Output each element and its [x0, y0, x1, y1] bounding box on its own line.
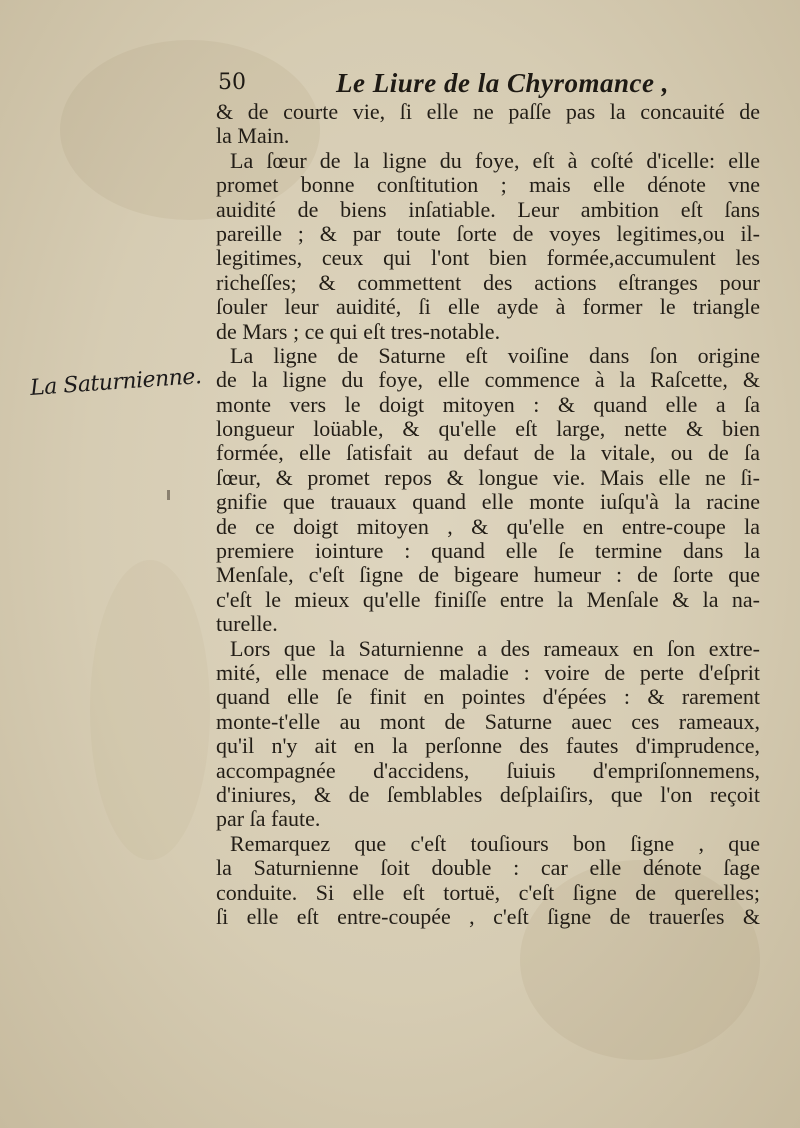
text-line: promet bonne conſtitution ; mais elle dénote vne: [216, 172, 760, 198]
text-line: longueur loüable, & qu'elle eſt large, nette & bien: [216, 416, 760, 442]
text-line: gnifie que trauaux quand elle monte iuſqu'à la racine: [216, 489, 760, 515]
text-line: monte-t'elle au mont de Saturne auec ces rameaux,: [216, 708, 760, 734]
text-line: pareille ; & par toute ſorte de voyes legitimes,ou il-: [216, 220, 760, 246]
text-line: quand elle ſe finit en pointes d'épées : & rarement: [216, 684, 760, 710]
ink-mark: [167, 490, 170, 500]
paragraph-first-line: Lors que la Saturnienne a des rameaux en ſon extre-: [230, 635, 760, 661]
paragraph-first-line: La ligne de Saturne eſt voiſine dans ſon origine: [230, 342, 760, 368]
text-line: conduite. Si elle eſt tortuë, c'eſt ſigne de querelles;: [216, 879, 760, 905]
page-number: 50: [218, 70, 246, 95]
text-line: de Mars ; ce qui eſt tres-notable.: [216, 318, 501, 344]
running-title: Le Liure de la Chyromance ,: [336, 68, 669, 98]
text-line: & de courte vie, ſi elle ne paſſe pas la concauité de: [216, 99, 760, 124]
paragraph-first-line: La ſœur de la ligne du foye, eſt à coſté d'icelle: elle: [230, 147, 760, 173]
text-line: richeſſes; & commettent des actions eſtranges pour: [216, 269, 760, 295]
paragraph-first-line: Remarquez que c'eſt touſiours bon ſigne , que: [230, 830, 760, 856]
text-line: auidité de biens inſatiable. Leur ambition eſt ſans: [216, 196, 760, 222]
text-line: premiere iointure : quand elle ſe termine dans la: [216, 538, 760, 564]
page-header: [218, 68, 758, 102]
text-line: d'iniures, & de ſemblables deſplaiſirs, que l'on reçoit: [216, 781, 760, 807]
text-line: ſi elle eſt entre-coupée , c'eſt ſigne de trauerſes &: [216, 903, 760, 929]
text-line: accompagnée d'accidens, ſuiuis d'empriſonnemens,: [216, 757, 760, 783]
text-line: c'eſt le mieux qu'elle finiſſe entre la Menſale & la na-: [216, 586, 760, 612]
text-line: legitimes, ceux qui l'ont bien formée,accumulent les: [216, 245, 760, 271]
text-line: Menſale, c'eſt ſigne de bigeare humeur : de ſorte que: [216, 562, 760, 588]
text-line: monte vers le doigt mitoyen : & quand elle a ſa: [216, 391, 760, 417]
text-line: de la ligne du foye, elle commence à la Raſcette, &: [216, 367, 760, 393]
text-line: formée, elle ſatisfait au defaut de la vitale, ou de ſa: [216, 440, 760, 466]
paper-stain: [90, 560, 210, 860]
text-line: mité, elle menace de maladie : voire de perte d'eſprit: [216, 659, 760, 685]
body-text: [216, 100, 760, 929]
text-line: ſœur, & promet repos & longue vie. Mais elle ne ſi-: [216, 464, 760, 490]
text-line: la Main.: [216, 123, 290, 149]
text-line: la Saturnienne ſoit double : car elle dénote ſage: [216, 855, 760, 881]
margin-note: La Saturnienne.: [29, 364, 203, 401]
text-line: par ſa faute.: [216, 806, 321, 832]
text-line: de ce doigt mitoyen , & qu'elle en entre-coupe la: [216, 513, 760, 539]
text-line: qu'il n'y ait en la perſonne des fautes d'imprudence,: [216, 733, 760, 759]
text-line: turelle.: [216, 611, 278, 637]
text-line: ſouler leur auidité, ſi elle ayde à former le triangle: [216, 294, 760, 320]
